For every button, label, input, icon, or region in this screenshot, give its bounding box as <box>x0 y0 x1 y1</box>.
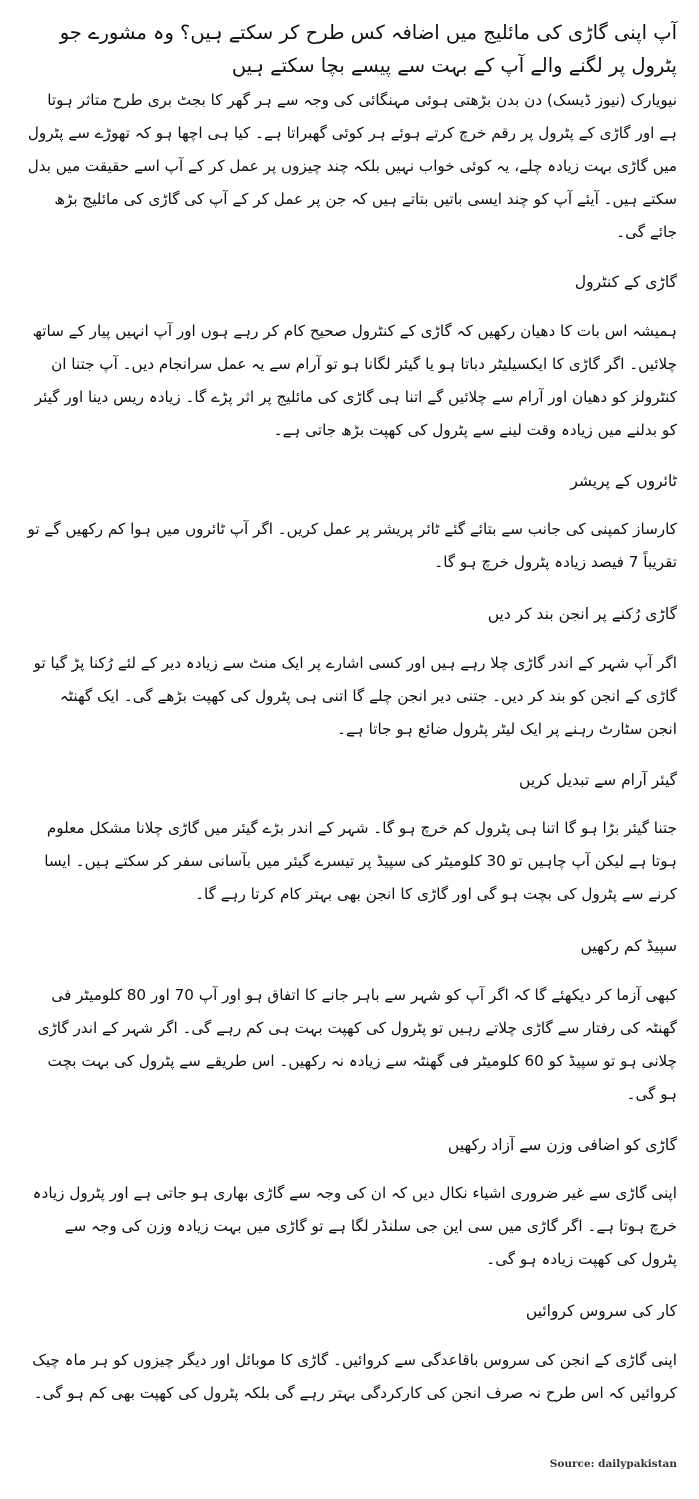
section-heading-service: کار کی سروس کروائیں <box>525 1302 677 1320</box>
section-body-tyre-pressure: کارساز کمپنی کی جانب سے بتائے گئے ٹائر پریشر پر عمل کریں۔ اگر آپ ٹائروں میں ہوا کم رکھیں گے تو تقریباً 7 فیصد زیادہ پٹرول خرچ ہو گا۔ <box>27 520 677 571</box>
section-body-controls: ہمیشہ اس بات کا دھیان رکھیں کہ گاڑی کے کنٹرول صحیح کام کر رہے ہوں اور آپ انہیں پیار کے ساتھ چلائیں۔ اگر گاڑی کا ایکسیلیٹر دباتا ہو یا گیئر لگانا ہو تو آرام سے یہ عمل سرانجام دیں۔ آپ جتنا ان کنٹرولز کو دھیان اور آرام سے چلائیں گے اتنا ہی گاڑی کی مائلیج پر اثر پڑے گا۔ زیادہ ریس دینا اور گیئر کو بدلنے میں زیادہ وقت لینے سے پٹرول کی کھپت بڑھ جاتی ہے۔ <box>32 322 677 439</box>
section-heading-speed: سپیڈ کم رکھیں <box>580 937 677 955</box>
section-body-speed: کبھی آزما کر دیکھئے گا کہ اگر آپ کو شہر سے باہر جانے کا اتفاق ہو اور آپ 70 اور 80 کلومیٹر فی گھنٹہ کی رفتار سے گاڑی چلاتے رہیں تو پٹرول کی کھپت بہت ہی کم رہے گی۔ اگر شہر کے اندر گاڑی چلانی ہو تو سپیڈ کو 60 کلومیٹر فی گھنٹہ سے زیادہ نہ رکھیں۔ اس طریقے سے پٹرول کی بہت بچت ہو گی۔ <box>37 986 677 1103</box>
section-heading-extra-weight: گاڑی کو اضافی وزن سے آزاد رکھیں <box>447 1136 677 1154</box>
article-title: آپ اپنی گاڑی کی مائلیج میں اضافہ کس طرح کر سکتے ہیں؟ وہ مشورے جو پٹرول پر لگنے والے آپ کے بہت سے پیسے بچا سکتے ہیں <box>59 21 677 77</box>
section-body-service: اپنی گاڑی کے انجن کی سروس باقاعدگی سے کروائیں۔ گاڑی کا موبائل اور دیگر چیزوں کو ہر ماہ چیک کروائیں کہ اس طرح نہ صرف انجن کی کارکردگی بہتر رہے گی بلکہ پٹرول کی کھپت بھی کم ہو گی۔ <box>32 1351 677 1402</box>
section-body-engine-off: اگر آپ شہر کے اندر گاڑی چلا رہے ہیں اور کسی اشارے پر ایک منٹ سے زیادہ دیر کے لئے رُکنا پڑ گیا تو گاڑی کے انجن کو بند کر دیں۔ جتنی دیر انجن چلے گا اتنی ہی پٹرول کی کھپت بڑھے گی۔ ایک گھنٹہ انجن سٹارٹ رہنے پر ایک لیٹر پٹرول ضائع ہو جاتا ہے۔ <box>33 654 677 738</box>
section-body-gear-change: جتنا گیئر بڑا ہو گا اتنا ہی پٹرول کم خرچ ہو گا۔ شہر کے اندر بڑے گیئر میں گاڑی چلانا مشکل معلوم ہوتا ہے لیکن آپ چاہیں تو 30 کلومیٹر کی سپیڈ پر تیسرے گیئر میں بآسانی سفر کر سکتے ہیں۔ ایسا کرنے سے پٹرول کی بچت ہو گی اور گاڑی کا انجن بھی بہتر کام کرتا رہے گا۔ <box>44 819 677 903</box>
section-heading-controls: گاڑی کے کنٹرول <box>574 273 677 291</box>
intro-paragraph: نیویارک (نیوز ڈیسک) دن بدن بڑھتی ہوئی مہنگائی کی وجہ سے ہر گھر کا بجٹ بری طرح متاثر ہوتا ہے اور گاڑی کے پٹرول پر رقم خرچ کرتے ہوئے ہر کوئی گھبراتا ہے۔ کیا ہی اچھا ہو کہ تھوڑے سے پٹرول میں گاڑی بہت زیادہ چلے، یہ کوئی خواب نہیں بلکہ چند چیزوں پر عمل کر کے آپ اسے حقیقت میں بدل سکتے ہیں۔ آیئے آپ کو چند ایسی باتیں بتاتے ہیں کہ جن پر عمل کر کے آپ کی گاڑی کی مائلیج بڑھ جائے گی۔ <box>27 91 677 241</box>
section-heading-gear-change: گیئر آرام سے تبدیل کریں <box>519 771 677 789</box>
section-heading-engine-off: گاڑی رُکنے پر انجن بند کر دیں <box>487 605 677 623</box>
section-heading-tyre-pressure: ٹائروں کے پریشر <box>570 472 677 490</box>
section-body-extra-weight: اپنی گاڑی سے غیر ضروری اشیاء نکال دیں کہ ان کی وجہ سے گاڑی بھاری ہو جاتی ہے اور پٹرول زیادہ خرچ ہوتا ہے۔ اگر گاڑی میں سی این جی سلنڈر لگا ہے تو گاڑی میں بہت زیادہ وزن کی وجہ سے پٹرول کی کھپت زیادہ ہو گی۔ <box>32 1184 677 1268</box>
source-credit: Source: dailypakistan <box>549 1458 677 1470</box>
